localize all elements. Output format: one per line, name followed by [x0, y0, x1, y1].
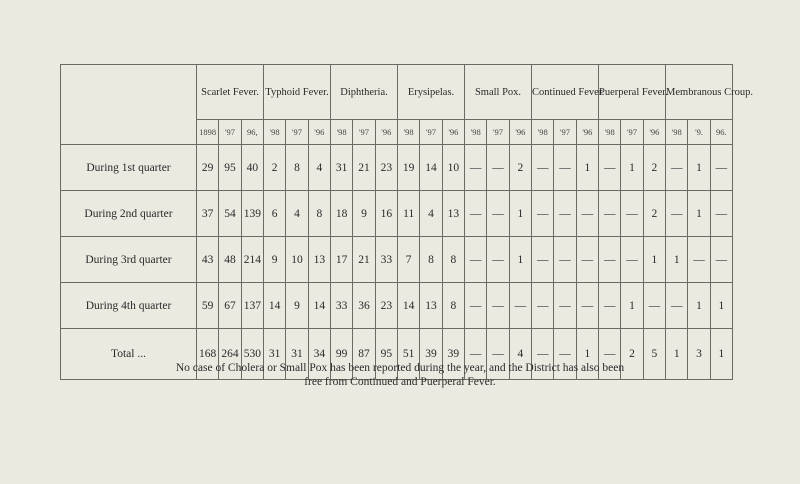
table-cell: —	[487, 145, 509, 191]
table-cell: 54	[219, 191, 241, 237]
table-cell: 4	[308, 145, 330, 191]
table-cell: —	[576, 237, 598, 283]
table-cell: 48	[219, 237, 241, 283]
year-header-cell: '98	[398, 120, 420, 145]
header-corner-cell	[61, 65, 197, 145]
year-header-cell: '96	[308, 120, 330, 145]
table-cell: 17	[331, 237, 353, 283]
table-cell: 13	[420, 283, 442, 329]
table-cell: 1	[666, 329, 688, 380]
year-header-cell: '98	[599, 120, 621, 145]
table-cell: 1	[576, 145, 598, 191]
table-cell: 1	[576, 329, 598, 380]
table-cell: —	[465, 237, 487, 283]
row-label: Total ...	[61, 329, 197, 380]
table-cell: 214	[241, 237, 263, 283]
year-header-cell: '97	[353, 120, 375, 145]
table-cell: 4	[509, 329, 531, 380]
table-cell: 3	[688, 329, 710, 380]
table-cell: 87	[353, 329, 375, 380]
table-cell: 137	[241, 283, 263, 329]
table-cell: —	[532, 145, 554, 191]
table-cell: 2	[643, 145, 665, 191]
table-cell: 14	[263, 283, 285, 329]
table-cell: 1	[688, 191, 710, 237]
year-header-cell: 96.	[710, 120, 732, 145]
table-cell: 8	[442, 283, 464, 329]
table-cell: 8	[442, 237, 464, 283]
table-cell: —	[599, 191, 621, 237]
table-cell: —	[621, 191, 643, 237]
year-header-cell: '96	[375, 120, 397, 145]
column-group-header: Scarlet Fever.	[197, 65, 264, 120]
row-label: During 3rd quarter	[61, 237, 197, 283]
table-cell: 51	[398, 329, 420, 380]
table-cell: —	[710, 191, 732, 237]
table-cell: 14	[420, 145, 442, 191]
year-header-cell: '97	[420, 120, 442, 145]
table-cell: 168	[197, 329, 219, 380]
disease-statistics-table	[60, 64, 753, 380]
table-cell: —	[688, 237, 710, 283]
table-cell: —	[509, 283, 531, 329]
table-cell: —	[554, 329, 576, 380]
table-cell: —	[576, 191, 598, 237]
table-cell: 36	[353, 283, 375, 329]
table-cell: —	[465, 191, 487, 237]
table-cell: 9	[353, 191, 375, 237]
column-group-header: Puerperal Fever.	[599, 65, 666, 120]
table-cell: 39	[442, 329, 464, 380]
table-cell: 11	[398, 191, 420, 237]
table-cell: 16	[375, 191, 397, 237]
table-cell: 37	[197, 191, 219, 237]
table-cell: 1	[643, 237, 665, 283]
table-cell: 2	[643, 191, 665, 237]
table-cell: —	[621, 237, 643, 283]
table-cell: 9	[286, 283, 308, 329]
year-header-cell: '96	[509, 120, 531, 145]
table-cell: 23	[375, 145, 397, 191]
table-cell: 39	[420, 329, 442, 380]
table-cell: —	[532, 191, 554, 237]
year-header-cell: '98	[263, 120, 285, 145]
footnote-line-2: free from Continued and Puerperal Fever.	[304, 376, 496, 388]
table-cell: 40	[241, 145, 263, 191]
table-cell: —	[532, 237, 554, 283]
table-cell: 8	[420, 237, 442, 283]
table-cell: 2	[621, 329, 643, 380]
year-header-cell: '97	[554, 120, 576, 145]
table-cell: 19	[398, 145, 420, 191]
year-header-cell: 96,	[241, 120, 263, 145]
year-header-cell: '96	[576, 120, 598, 145]
table-cell: —	[710, 145, 732, 191]
table-cell: 95	[375, 329, 397, 380]
table-cell: —	[643, 283, 665, 329]
table-cell: 1	[710, 283, 732, 329]
table-cell: 10	[442, 145, 464, 191]
table-cell: —	[487, 329, 509, 380]
row-label: During 1st quarter	[61, 145, 197, 191]
table-cell: —	[599, 145, 621, 191]
table-cell: —	[666, 283, 688, 329]
table-cell: —	[599, 329, 621, 380]
table-cell: —	[666, 191, 688, 237]
table-cell: 23	[375, 283, 397, 329]
table-cell: 31	[286, 329, 308, 380]
year-header-cell: '97	[219, 120, 241, 145]
table-cell: —	[532, 329, 554, 380]
column-group-header: Continued Fever.	[532, 65, 599, 120]
table-cell: 1	[688, 145, 710, 191]
table-cell: 6	[263, 191, 285, 237]
table-cell: —	[532, 283, 554, 329]
column-group-header: Typhoid Fever.	[263, 65, 330, 120]
table-cell: 8	[286, 145, 308, 191]
table-cell: 1	[621, 283, 643, 329]
table-cell: —	[465, 145, 487, 191]
table-cell: 139	[241, 191, 263, 237]
table-cell: 43	[197, 237, 219, 283]
column-group-header: Erysipelas.	[398, 65, 465, 120]
table-cell: —	[487, 283, 509, 329]
table-cell: 1	[509, 237, 531, 283]
year-header-cell: '97	[286, 120, 308, 145]
table-cell: 13	[442, 191, 464, 237]
table-row	[61, 191, 733, 237]
table-cell: 34	[308, 329, 330, 380]
table-cell: 1	[688, 283, 710, 329]
table-cell: 31	[331, 145, 353, 191]
column-group-header: Diphtheria.	[331, 65, 398, 120]
table-cell: 1	[621, 145, 643, 191]
table-cell: 2	[509, 145, 531, 191]
table-cell: 67	[219, 283, 241, 329]
table-cell: 1	[509, 191, 531, 237]
year-header-cell: '9.	[688, 120, 710, 145]
year-header-cell: 1898	[197, 120, 219, 145]
table-cell: —	[554, 145, 576, 191]
column-group-header: Membranous Croup.	[666, 65, 733, 120]
table-cell: 95	[219, 145, 241, 191]
table-cell: 18	[331, 191, 353, 237]
column-group-header: Small Pox.	[465, 65, 532, 120]
table-cell: —	[599, 283, 621, 329]
table-cell: 33	[331, 283, 353, 329]
table-cell: 31	[263, 329, 285, 380]
table-cell: —	[487, 237, 509, 283]
table-cell: 7	[398, 237, 420, 283]
year-header-cell: '98	[331, 120, 353, 145]
year-header-cell: '98	[465, 120, 487, 145]
year-header-cell: '98	[532, 120, 554, 145]
row-label: During 4th quarter	[61, 283, 197, 329]
table-cell: 59	[197, 283, 219, 329]
table-cell: 10	[286, 237, 308, 283]
table-cell: 21	[353, 145, 375, 191]
year-header-cell: '97	[621, 120, 643, 145]
table-cell: —	[599, 237, 621, 283]
row-label: During 2nd quarter	[61, 191, 197, 237]
table-cell: —	[554, 283, 576, 329]
table-cell: —	[710, 237, 732, 283]
table-cell: 29	[197, 145, 219, 191]
table-cell: —	[465, 283, 487, 329]
table-cell: —	[554, 191, 576, 237]
table-cell: 13	[308, 237, 330, 283]
table-cell: 21	[353, 237, 375, 283]
table-cell: 9	[263, 237, 285, 283]
table-cell: 2	[263, 145, 285, 191]
table-row	[61, 237, 733, 283]
table-cell: 4	[420, 191, 442, 237]
table-cell: 1	[666, 237, 688, 283]
table-cell: —	[576, 283, 598, 329]
table-cell: 1	[710, 329, 732, 380]
table-cell: —	[554, 237, 576, 283]
year-header-cell: '98	[666, 120, 688, 145]
table-cell: 8	[308, 191, 330, 237]
table-cell: 14	[308, 283, 330, 329]
table-cell: 4	[286, 191, 308, 237]
table-cell: —	[487, 191, 509, 237]
year-header-cell: '96	[442, 120, 464, 145]
year-header-cell: '97	[487, 120, 509, 145]
footnote-line-1: No case of Cholera or Small Pox has been reported during the year, and the District has also been	[175, 362, 625, 374]
table-cell: —	[666, 145, 688, 191]
table-row	[61, 283, 733, 329]
footnote	[100, 361, 700, 389]
table-cell: 99	[331, 329, 353, 380]
table-cell: 530	[241, 329, 263, 380]
year-header-cell: '96	[643, 120, 665, 145]
table-row	[61, 145, 733, 191]
table-cell: 5	[643, 329, 665, 380]
table-cell: 14	[398, 283, 420, 329]
table-cell: 264	[219, 329, 241, 380]
table-cell: —	[465, 329, 487, 380]
table-cell: 33	[375, 237, 397, 283]
